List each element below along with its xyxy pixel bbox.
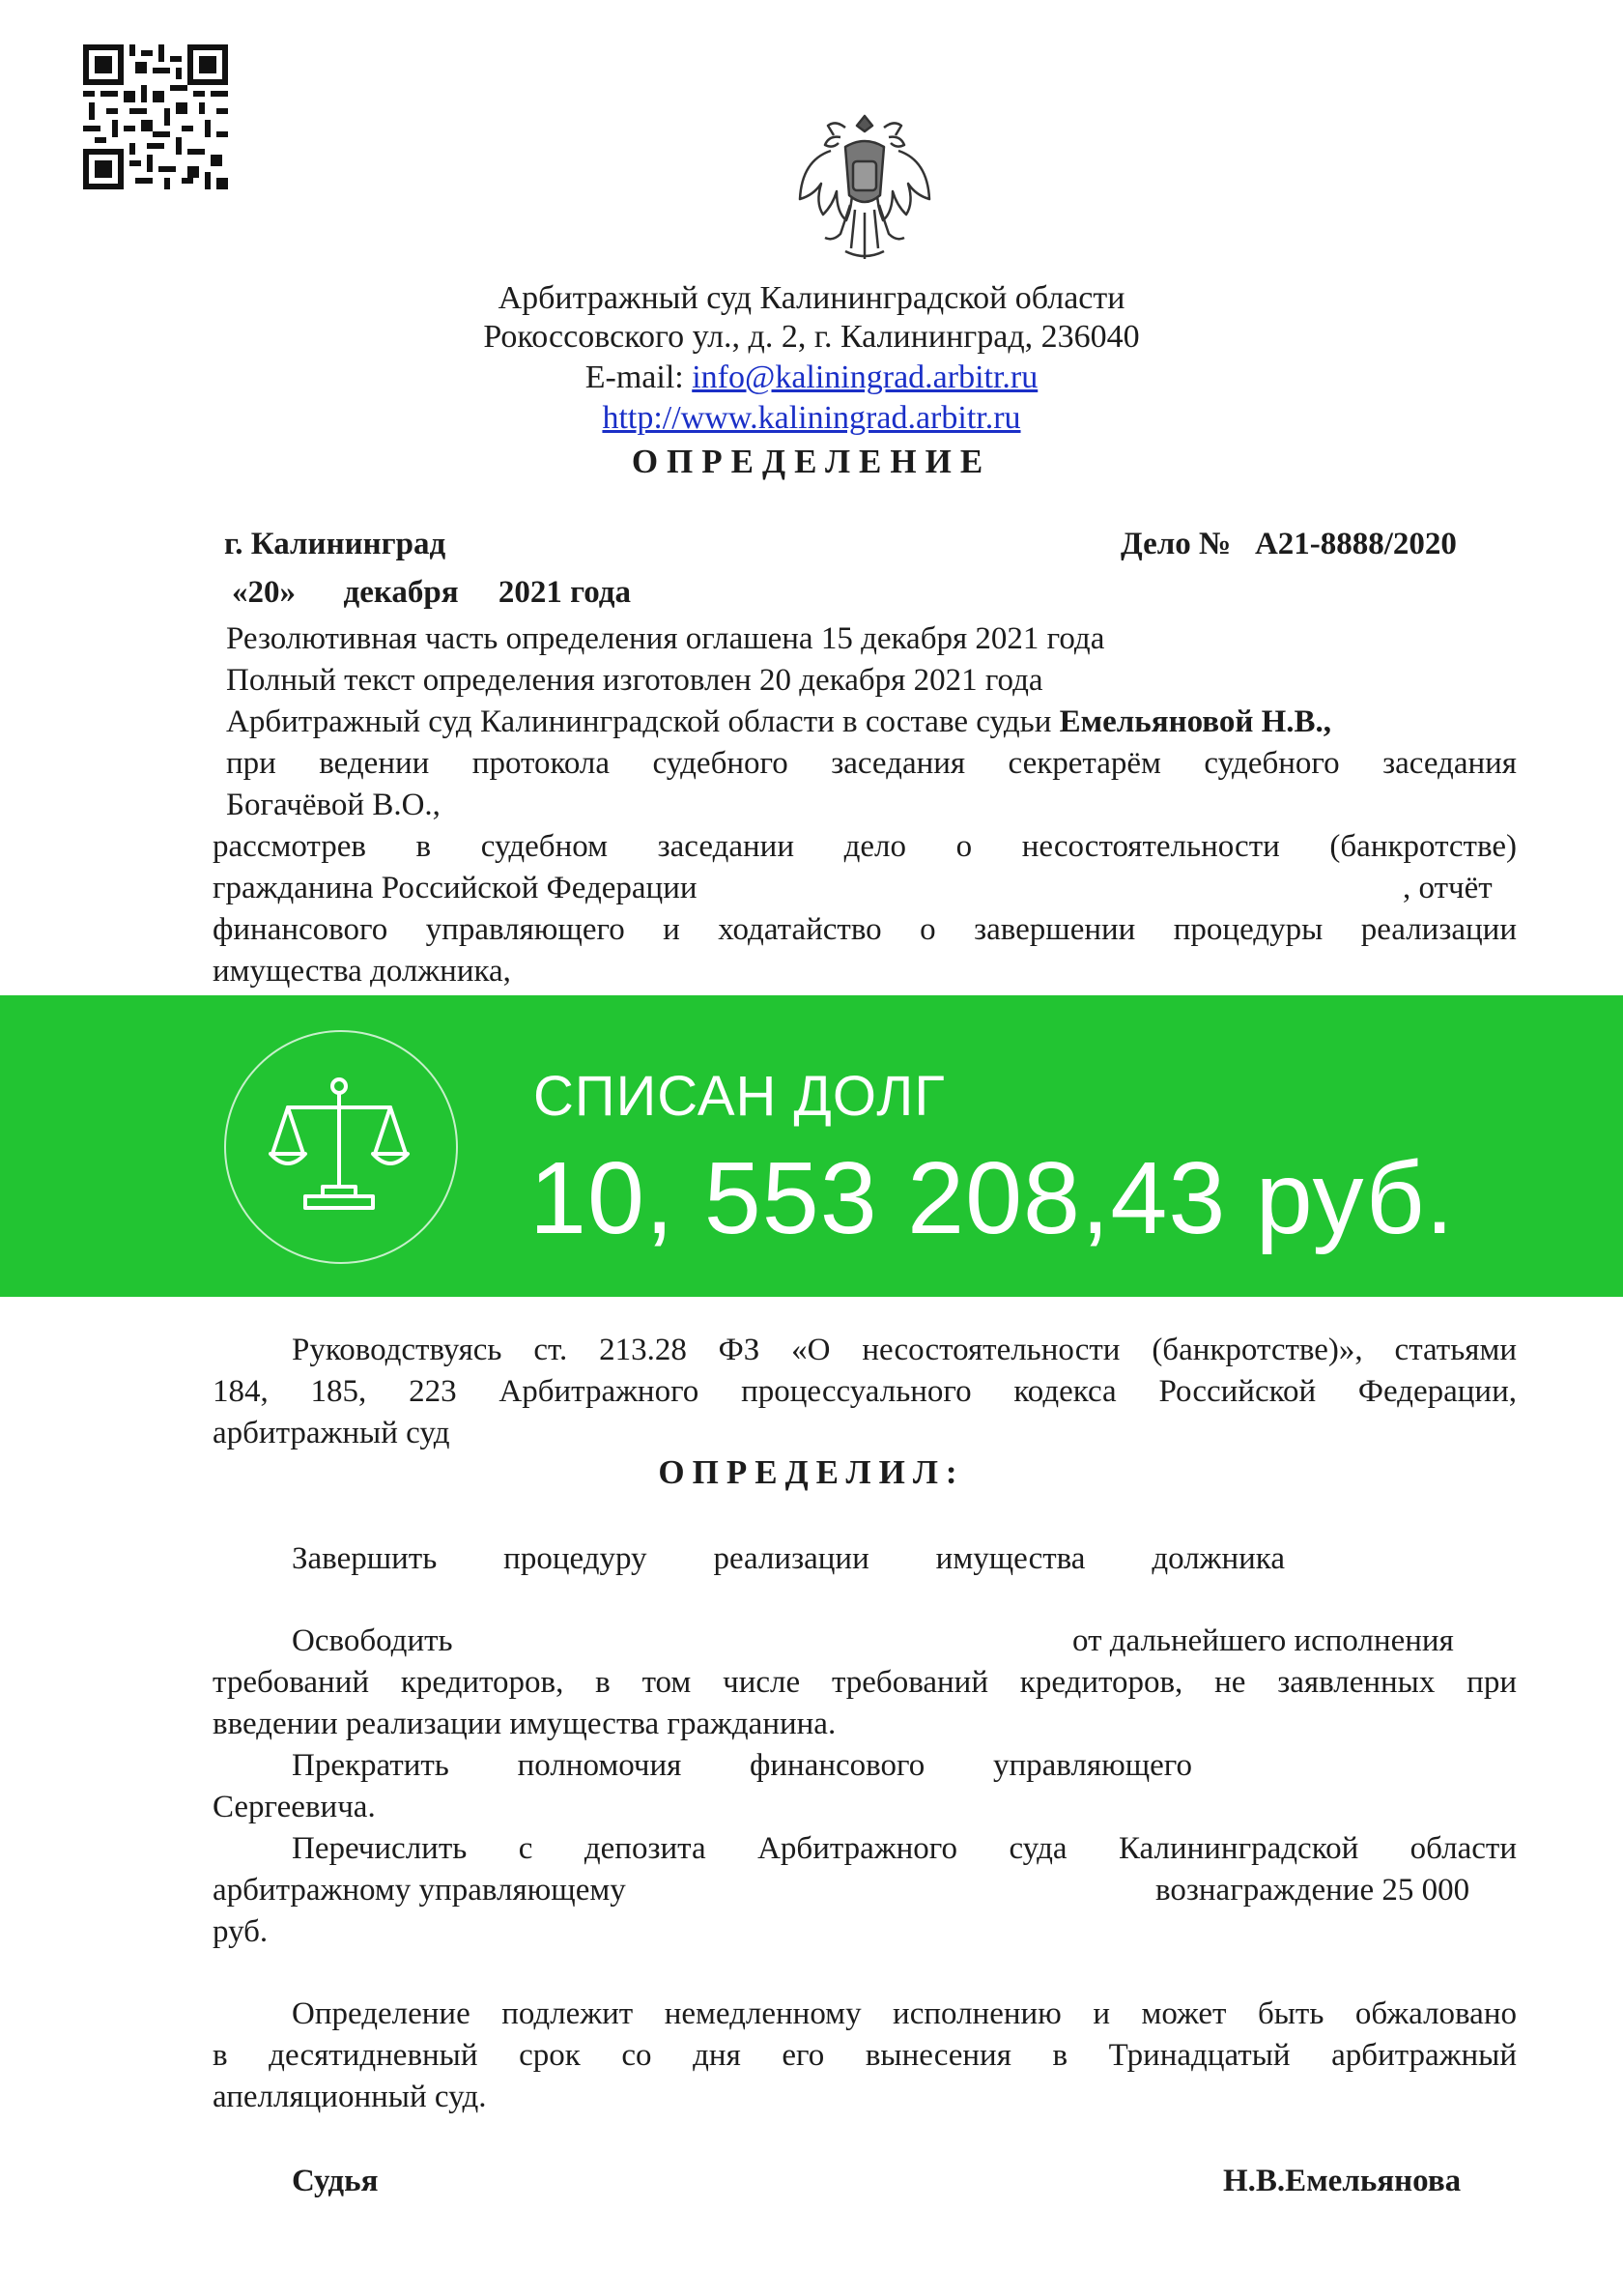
website-link[interactable]: http://www.kaliningrad.arbitr.ru bbox=[602, 400, 1021, 436]
court-composition-line bbox=[226, 702, 1331, 742]
city: г. Калининград bbox=[224, 527, 446, 561]
guided-line-2: 184, 185, 223 Арбитражного процессуального кодекса Российской Федерации, bbox=[213, 1374, 1517, 1409]
banner-label: СПИСАН ДОЛГ bbox=[533, 1065, 946, 1128]
full-text-line: Полный текст определения изготовлен 20 декабря 2021 года bbox=[226, 663, 1043, 698]
signature-name: Н.В.Емельянова bbox=[1223, 2164, 1462, 2198]
case-label: Дело № bbox=[1121, 527, 1232, 561]
document-title: ОПРЕДЕЛЕНИЕ bbox=[631, 443, 992, 480]
appeal-line-2: в десятидневный срок со дня его вынесения в Тринадцатый арбитражный bbox=[213, 2038, 1517, 2073]
terminate-line-2: Сергеевича. bbox=[213, 1790, 376, 1824]
court-name: Арбитражный суд Калининградской области bbox=[498, 280, 1125, 316]
considering-line-4: имущества должника, bbox=[213, 954, 511, 989]
considering-line-3: финансового управляющего и ходатайство о завершении процедуры реализации bbox=[213, 912, 1517, 947]
guided-line-3: арбитражный суд bbox=[213, 1416, 450, 1450]
appeal-line-3: апелляционный суд. bbox=[213, 2080, 487, 2114]
court-composition-text: Арбитражный суд Калининградской области в составе судьи bbox=[226, 704, 1060, 739]
coat-of-arms-icon bbox=[792, 108, 937, 273]
court-address: Рокоссовского ул., д. 2, г. Калининград, 236040 bbox=[483, 319, 1140, 355]
date-month: декабря bbox=[343, 575, 459, 610]
release-line-2: требований кредиторов, в том числе требований кредиторов, не заявленных при bbox=[213, 1665, 1517, 1700]
transfer-line-1: Перечислить с депозита Арбитражного суда Калининградской области bbox=[292, 1831, 1517, 1866]
guided-line-1: Руководствуясь ст. 213.28 ФЗ «О несостоятельности (банкротстве)», статьями bbox=[292, 1333, 1517, 1367]
date-year: 2021 года bbox=[498, 575, 631, 610]
complete-procedure-line: Завершить процедуру реализации имущества должника bbox=[292, 1541, 1285, 1576]
transfer-line-2b: вознаграждение 25 000 bbox=[1155, 1873, 1470, 1908]
terminate-line-1: Прекратить полномочия финансового управляющего bbox=[292, 1748, 1192, 1783]
release-line-3: введении реализации имущества гражданина. bbox=[213, 1707, 837, 1741]
court-email-line bbox=[0, 358, 1623, 398]
resolution-announced-line: Резолютивная часть определения оглашена 15 декабря 2021 года bbox=[226, 621, 1105, 656]
release-suffix: от дальнейшего исполнения bbox=[1072, 1623, 1454, 1658]
operative-title: ОПРЕДЕЛИЛ: bbox=[658, 1453, 965, 1491]
written-off-amount: 10, 553 208,43 руб. bbox=[529, 1141, 1455, 1255]
email-link[interactable]: info@kaliningrad.arbitr.ru bbox=[692, 359, 1039, 395]
decision-date bbox=[232, 572, 631, 613]
debt-written-off-banner bbox=[0, 995, 1623, 1297]
qr-code-icon bbox=[83, 44, 228, 189]
protocol-line: при ведении протокола судебного заседания секретарём судебного заседания bbox=[226, 746, 1517, 781]
appeal-line-1: Определение подлежит немедленному исполнению и может быть обжаловано bbox=[292, 1996, 1517, 2031]
secretary-name: Богачёвой В.О., bbox=[226, 788, 441, 822]
case-number: А21-8888/2020 bbox=[1254, 527, 1457, 561]
considering-line-2b: , отчёт bbox=[1403, 871, 1493, 905]
case-number-line bbox=[1121, 524, 1457, 564]
signature-role: Судья bbox=[292, 2164, 379, 2198]
court-website-line bbox=[0, 398, 1623, 439]
release-prefix: Освободить bbox=[292, 1623, 453, 1658]
transfer-line-2a: арбитражному управляющему bbox=[213, 1873, 626, 1908]
considering-line-2a: гражданина Российской Федерации bbox=[213, 871, 698, 905]
scales-icon bbox=[267, 1073, 412, 1218]
date-day: «20» bbox=[232, 575, 296, 610]
judge-name: Емельяновой Н.В., bbox=[1059, 704, 1332, 739]
transfer-line-3: руб. bbox=[213, 1914, 269, 1949]
email-label: E-mail: bbox=[584, 359, 693, 395]
considering-line-1: рассмотрев в судебном заседании дело о несостоятельности (банкротстве) bbox=[213, 829, 1517, 864]
